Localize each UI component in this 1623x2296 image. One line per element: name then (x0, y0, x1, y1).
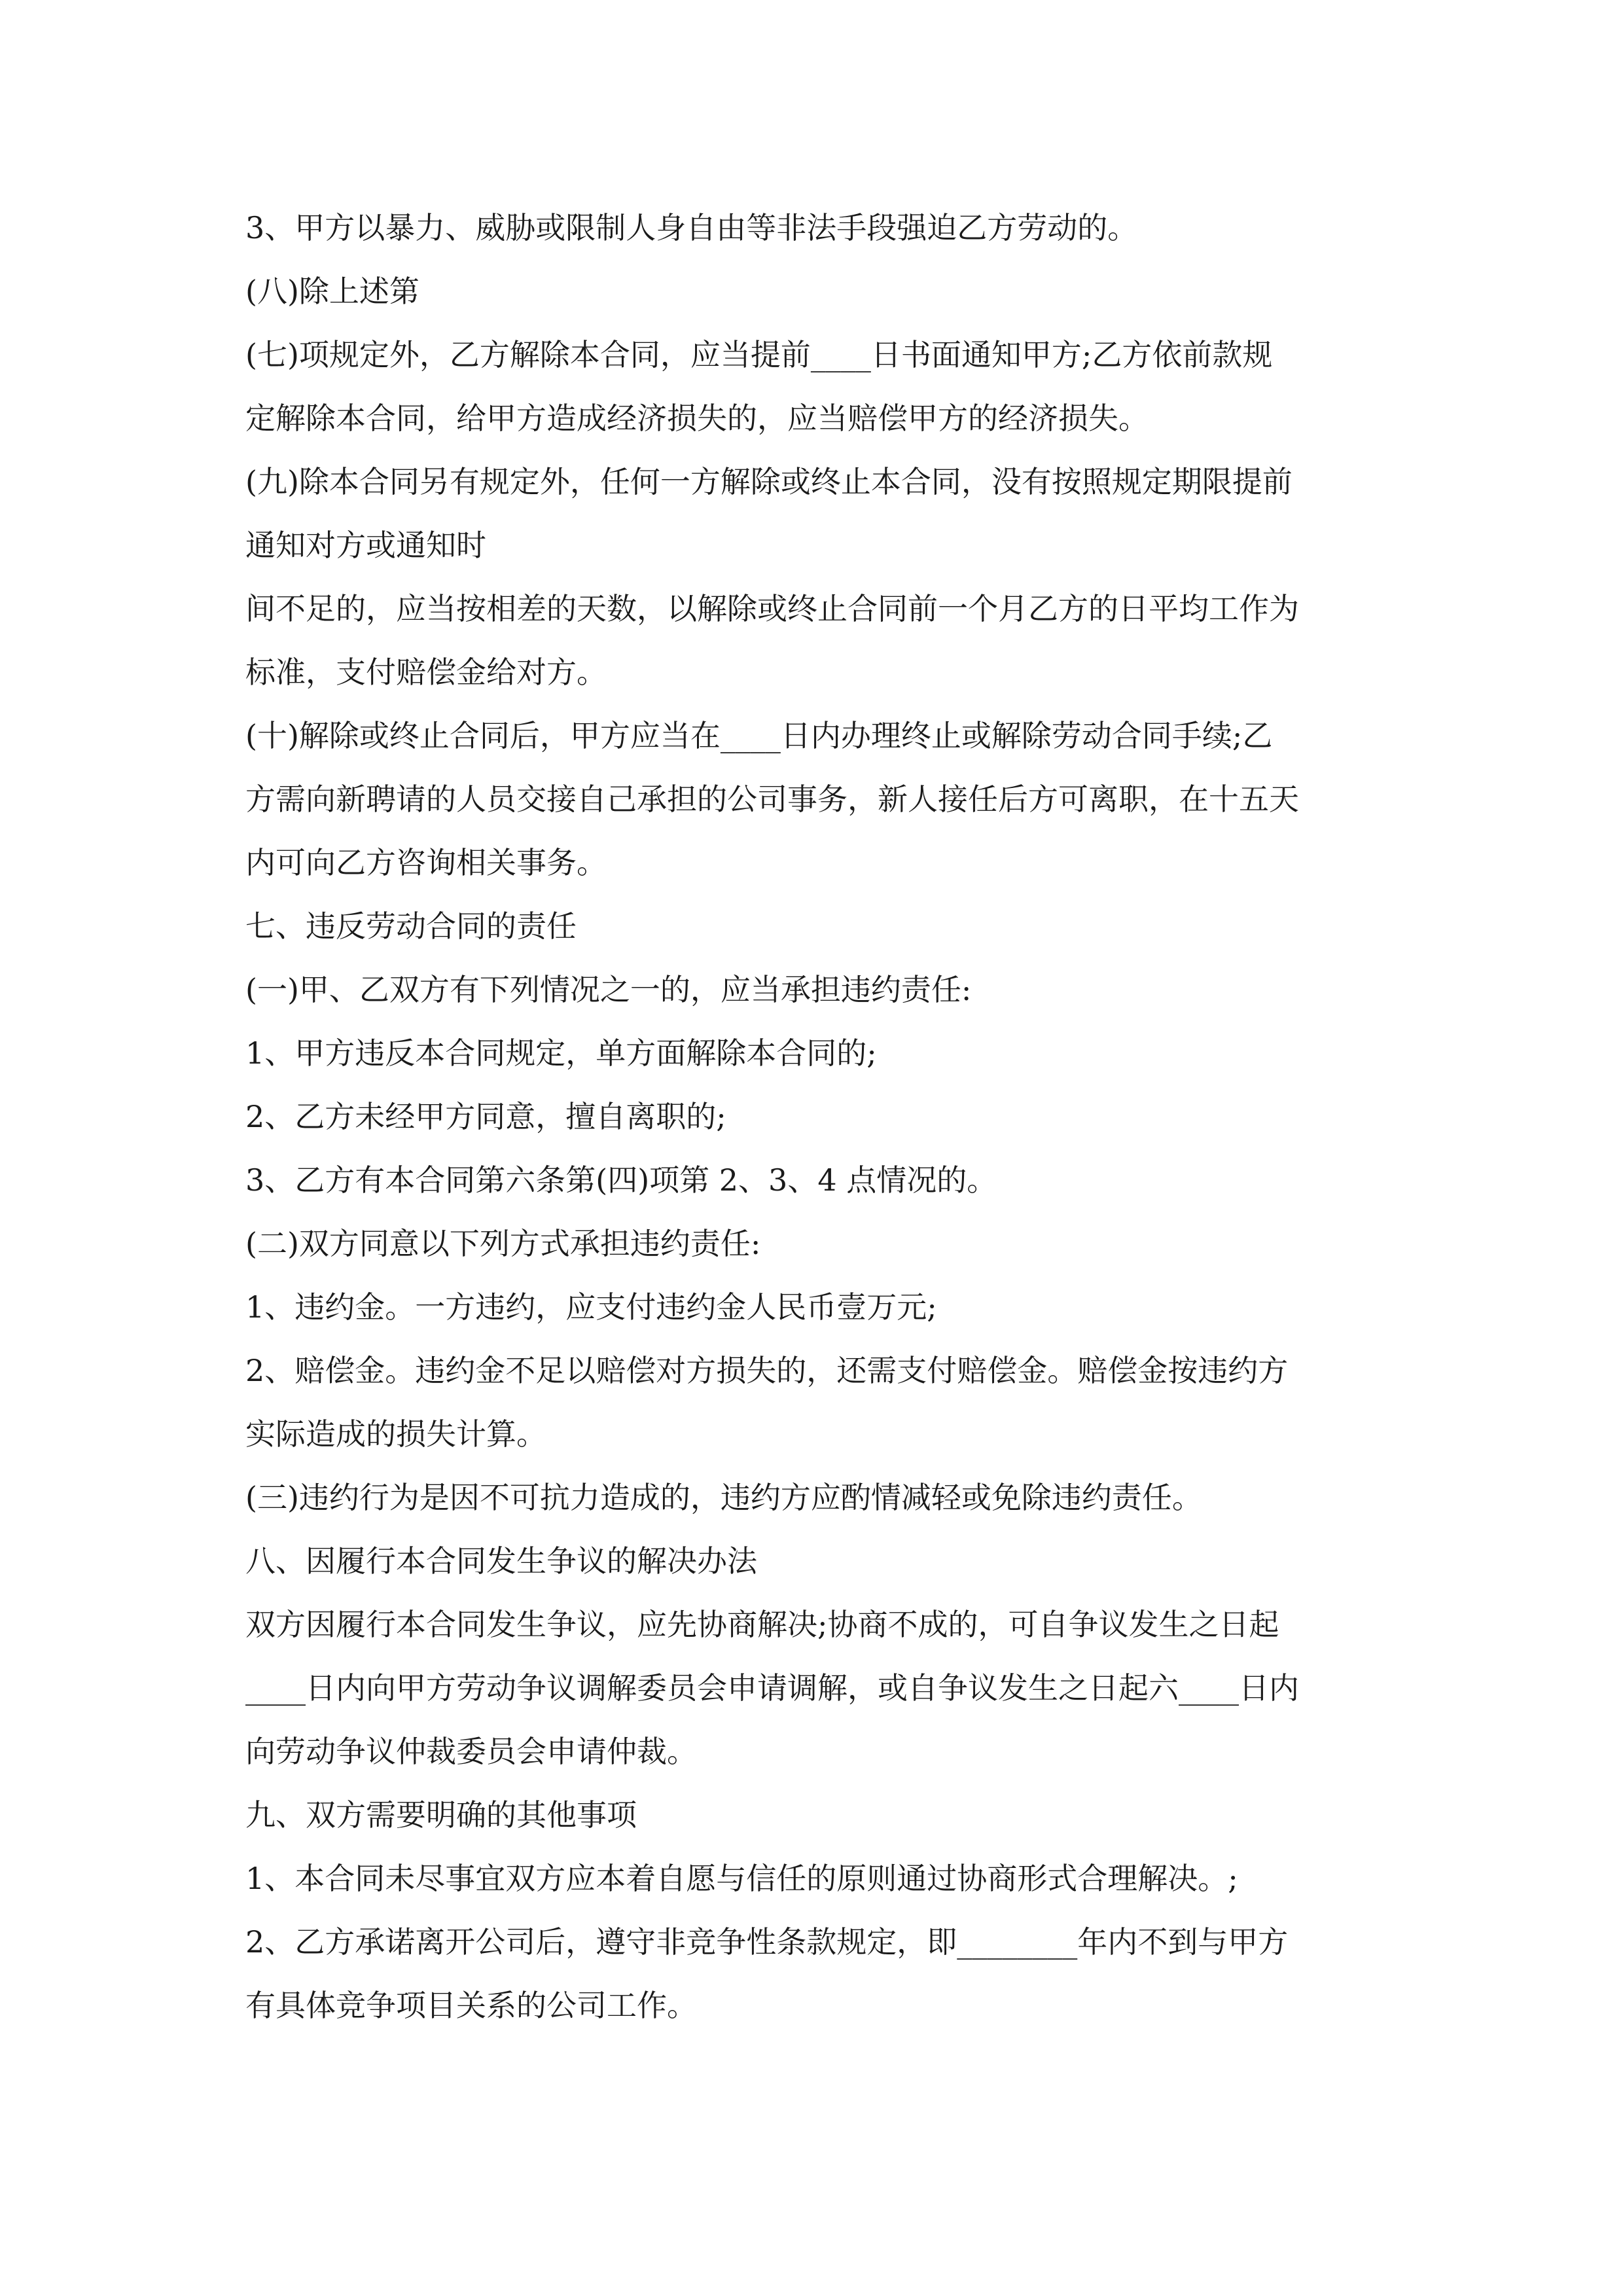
text-line: 1、甲方违反本合同规定，单方面解除本合同的; (245, 1035, 877, 1071)
text-line: 方需向新聘请的人员交接自己承担的公司事务，新人接任后方可离职，在十五天 (245, 781, 1299, 817)
text-line: 通知对方或通知时 (245, 528, 486, 563)
document-body (245, 196, 1378, 2037)
text-line: (九)除本合同另有规定外，任何一方解除或终止本合同，没有按照规定期限提前 (245, 464, 1293, 499)
text-line: (一)甲、乙双方有下列情况之一的，应当承担违约责任: (245, 972, 972, 1007)
text-line: 实际造成的损失计算。 (245, 1416, 546, 1452)
text-line: 3、乙方有本合同第六条第(四)项第 2、3、4 点情况的。 (245, 1162, 997, 1198)
text-line: 间不足的，应当按相差的天数，以解除或终止合同前一个月乙方的日平均工作为 (245, 591, 1299, 626)
text-line: 2、乙方未经甲方同意，擅自离职的; (245, 1099, 726, 1134)
text-line: 有具体竞争项目关系的公司工作。 (245, 1988, 697, 2023)
text-line: 定解除本合同，给甲方造成经济损失的，应当赔偿甲方的经济损失。 (245, 401, 1149, 436)
text-line: 1、违约金。一方违约，应支付违约金人民币壹万元; (245, 1289, 937, 1325)
text-line: (十)解除或终止合同后，甲方应当在____日内办理终止或解除劳动合同手续;乙 (245, 718, 1273, 753)
section-heading: 八、因履行本合同发生争议的解决办法 (245, 1543, 757, 1579)
text-line: 向劳动争议仲裁委员会申请仲裁。 (245, 1734, 697, 1769)
text-line: (二)双方同意以下列方式承担违约责任: (245, 1226, 761, 1261)
text-line: 3、甲方以暴力、威胁或限制人身自由等非法手段强迫乙方劳动的。 (245, 210, 1138, 245)
text-line: 2、赔偿金。违约金不足以赔偿对方损失的，还需支付赔偿金。赔偿金按违约方 (245, 1353, 1289, 1388)
text-line: (三)违约行为是因不可抗力造成的，违约方应酌情减轻或免除违约责任。 (245, 1480, 1202, 1515)
section-heading: 九、双方需要明确的其他事项 (245, 1797, 637, 1833)
text-line: 标准，支付赔偿金给对方。 (245, 655, 607, 690)
text-line: ____日内向甲方劳动争议调解委员会申请调解，或自争议发生之日起六____日内 (245, 1670, 1299, 1706)
text-line: 双方因履行本合同发生争议，应先协商解决;协商不成的，可自争议发生之日起 (245, 1607, 1279, 1642)
text-line: 2、乙方承诺离开公司后，遵守非竞争性条款规定，即________年内不到与甲方 (245, 1924, 1289, 1960)
text-line: 内可向乙方咨询相关事务。 (245, 845, 607, 880)
text-line: (八)除上述第 (245, 274, 419, 309)
text-line: (七)项规定外，乙方解除本合同，应当提前____日书面通知甲方;乙方依前款规 (245, 337, 1273, 372)
text-line: 1、本合同未尽事宜双方应本着自愿与信任的原则通过协商形式合理解决。; (245, 1861, 1238, 1896)
section-heading: 七、违反劳动合同的责任 (245, 908, 577, 944)
